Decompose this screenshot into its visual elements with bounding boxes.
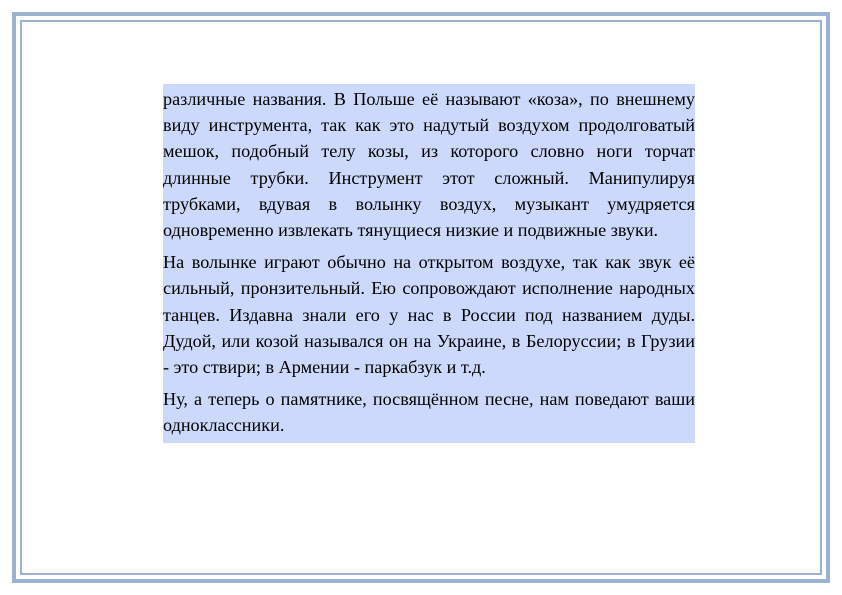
highlighted-text-block [163,84,695,443]
paragraph-1: различные названия. В Польше её называют «коза», по внешнему виду инструмента, так как это надутый воздухом продолговатый мешок, подобный телу козы, из которого словно ноги торчат длинные трубки. Инструмент этот сложный. Манипулируя трубками, вдувая в волынку воздух, музыкант умудряется одновременно извлекать тянущиеся низкие и подвижные звуки. [163,89,695,241]
paragraph-2: На волынке играют обычно на открытом воздухе, так как звук её сильный, пронзительный. Ею сопровождают исполнение народных танцев. Издавна знали его у нас в России под названием дуды. Дудой, или козой назывался он на Украине, в Белоруссии; в Грузии - это ствири; в Армении - паркабзук и т.д. [163,252,695,378]
paragraph-3: Ну, а теперь о памятнике, посвящённом песне, нам поведают ваши одноклассники. [163,389,695,436]
